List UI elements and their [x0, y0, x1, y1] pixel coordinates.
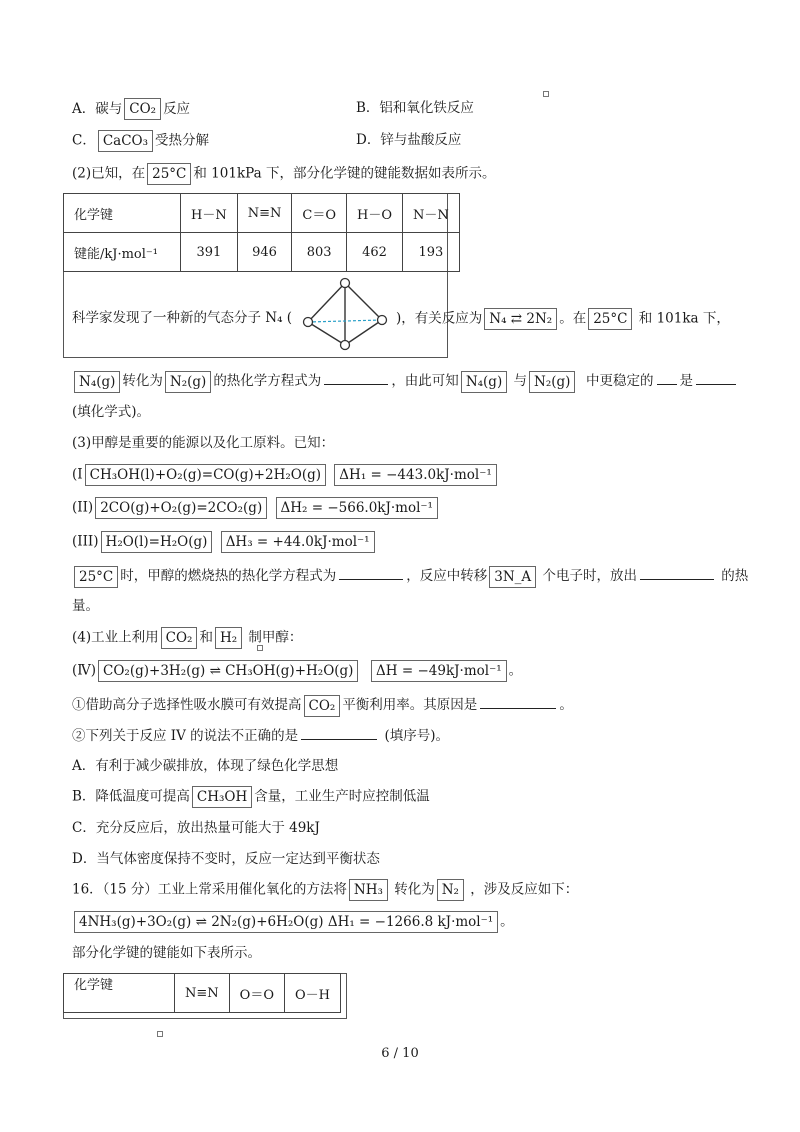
part2-intro [72, 163, 495, 185]
formula-box: CH₃OH(l)+O₂(g)=CO(g)+2H₂O(g) [85, 464, 326, 486]
part4-option-b [72, 786, 430, 808]
marker-square [157, 1031, 163, 1037]
option-b: B．铝和氧化铁反应 [356, 100, 474, 116]
formula-box: CO₂ [161, 627, 198, 649]
text-fragment: 平衡利用率。其原因是 [342, 697, 478, 713]
text-fragment: ，涉及反应如下： [470, 881, 579, 898]
formula-box: CaCO₃ [98, 130, 153, 152]
part3-question [72, 565, 748, 588]
text-fragment: (Ⅳ) [72, 662, 97, 679]
text-fragment: B．降低温度可提高 [72, 788, 190, 805]
text-fragment: (III) [72, 533, 99, 550]
part4-option-a: A．有利于减少碳排放，体现了绿色化学思想 [72, 758, 339, 774]
formula-box: ΔH = −49kJ·mol⁻¹ [371, 660, 507, 682]
formula-box: N₄(g) [461, 371, 507, 393]
part3-question-end: 量。 [72, 598, 99, 614]
answer-blank[interactable] [324, 370, 388, 385]
text-fragment: 转化为 [394, 881, 435, 898]
text-fragment: (II) [72, 499, 94, 516]
formula-box: N₄(g) [74, 371, 120, 393]
part2-question [72, 370, 739, 393]
formula-box: CO₂(g)+3H₂(g) ⇌ CH₃OH(g)+H₂O(g) [98, 660, 358, 682]
marker-square [543, 91, 549, 97]
text-fragment: (4)工业上利用 [72, 629, 159, 646]
n4-sentence [72, 308, 292, 328]
text-fragment: ，由此可知 [391, 373, 459, 389]
q16-intro [72, 879, 578, 901]
text-fragment: 的热化学方程式为 [213, 373, 322, 389]
part2-hint: (填化学式)。 [72, 404, 151, 420]
text-fragment: 反应 [163, 100, 191, 117]
part4-option-c: C．充分反应后，放出热量可能大于 49kJ [72, 820, 320, 836]
formula-box: ΔH₂ = −566.0kJ·mol⁻¹ [276, 497, 438, 519]
text-fragment: 科学家发现了一种新的气态分子 N₄ ( [72, 310, 293, 326]
option-row-ab [72, 98, 190, 120]
table-row: 化学键 N≡N O＝O O－H [64, 974, 341, 1013]
q16-bond-table [63, 973, 341, 1013]
part4-option-d: D．当气体密度保持不变时，反应一定达到平衡状态 [72, 851, 380, 867]
part4-q2 [72, 725, 449, 746]
option-a [72, 101, 190, 117]
n4-tetrahedron-figure [300, 275, 392, 353]
answer-blank[interactable] [339, 565, 403, 580]
formula-box: H₂ [215, 627, 242, 649]
option-c [72, 130, 209, 152]
part4-intro [72, 627, 302, 649]
text-fragment: C． [72, 132, 96, 149]
q16-table-intro: 部分化学键的键能如下表所示。 [72, 945, 261, 961]
formula-box: ΔH₃ = +44.0kJ·mol⁻¹ [221, 531, 375, 553]
formula-box: H₂O(l)=H₂O(g) [101, 531, 213, 553]
equation-3 [72, 531, 377, 553]
answer-blank[interactable] [657, 370, 677, 385]
formula-box: 25°C [74, 566, 118, 588]
text-fragment: 是 [679, 373, 694, 389]
equation-1 [72, 464, 499, 486]
answer-blank[interactable] [640, 565, 714, 580]
part3-intro: (3)甲醇是重要的能源以及化工原料。已知： [72, 435, 335, 451]
text-fragment: 的热 [721, 568, 749, 584]
text-fragment: 。 [508, 662, 523, 679]
text-fragment: 中更稳定的 [586, 373, 654, 389]
formula-box: ΔH₁ = −443.0kJ·mol⁻¹ [334, 464, 496, 486]
text-fragment: 时，甲醇的燃烧热的热化学方程式为 [120, 568, 337, 584]
formula-box: NH₃ [349, 879, 388, 901]
answer-blank[interactable] [301, 725, 377, 740]
text-fragment: 转化为 [122, 373, 163, 389]
option-d: D．锌与盐酸反应 [356, 132, 462, 148]
table-row: 化学键 H－N N≡N C＝O H－O N－N [64, 194, 460, 233]
formula-box: N₂(g) [165, 371, 211, 393]
text-fragment: 和 [199, 629, 213, 646]
text-fragment: ②下列关于反应 IV 的说法不正确的是 [72, 728, 299, 744]
formula-box: CO₂ [124, 98, 161, 120]
formula-box: CH₃OH [192, 786, 252, 808]
table-row: 键能/kJ·mol⁻¹ 391 946 803 462 193 [64, 233, 460, 272]
text-fragment: 。在 [559, 310, 587, 327]
text-fragment: 。 [500, 913, 514, 930]
text-fragment: ，反应中转移 [406, 568, 488, 584]
formula-box: N₂(g) [529, 371, 575, 393]
text-fragment: (2)已知，在 [72, 165, 146, 182]
text-fragment: 个电子时，放出 [542, 568, 637, 584]
formula-box: CO₂ [304, 695, 341, 717]
text-fragment: 16．（15 分）工业上常采用催化氧化的方法将 [72, 881, 347, 898]
formula-box: 25°C [588, 308, 632, 330]
page-number: 6 / 10 [381, 1046, 419, 1061]
n4-sentence-cont [396, 308, 730, 330]
formula-box: 4NH₃(g)+3O₂(g) ⇌ 2N₂(g)+6H₂O(g) ΔH₁ = −1266.8 kJ·mol⁻¹ [74, 911, 498, 933]
text-fragment: 和 101kPa 下，部分化学键的键能数据如表所示。 [193, 165, 496, 182]
text-fragment: 与 [513, 373, 528, 389]
text-fragment: A．碳与 [72, 100, 123, 117]
text-fragment: 和 101ka 下， [638, 310, 730, 327]
answer-blank[interactable] [696, 370, 736, 385]
part4-q1 [72, 694, 573, 717]
formula-box: N₄ ⇄ 2N₂ [484, 308, 557, 330]
text-fragment: ①借助高分子选择性吸水膜可有效提高 [72, 697, 302, 713]
bond-energy-table [63, 193, 460, 272]
text-fragment: (填序号)。 [384, 728, 450, 744]
formula-box: 2CO(g)+O₂(g)=2CO₂(g) [95, 497, 267, 519]
text-fragment: (I [72, 466, 83, 483]
q16-equation [72, 911, 514, 933]
formula-box: 3N_A [489, 566, 536, 588]
equation-2 [72, 497, 440, 519]
text-fragment: )，有关反应为 [396, 310, 483, 327]
answer-blank[interactable] [480, 694, 556, 709]
text-fragment: 含量，工业生产时应控制低温 [254, 788, 430, 805]
formula-box: N₂ [437, 879, 464, 901]
text-fragment: 。 [559, 697, 573, 713]
text-fragment: 制甲醇： [248, 629, 303, 646]
equation-4 [72, 660, 522, 682]
text-fragment: 受热分解 [155, 132, 210, 149]
formula-box: 25°C [147, 163, 191, 185]
